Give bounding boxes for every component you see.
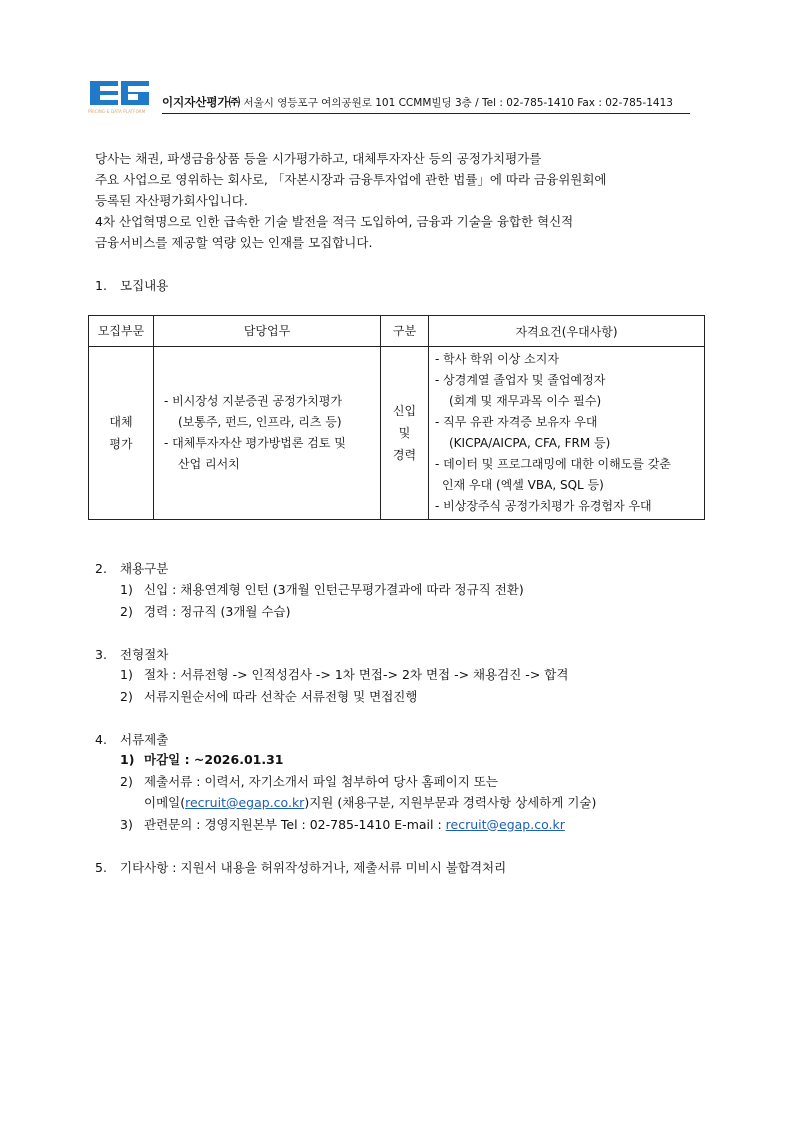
cell-line: - 직무 유관 자격증 보유자 우대 [435, 415, 598, 429]
email-link[interactable]: recruit@egap.co.kr [185, 795, 305, 810]
item-number: 2) [120, 688, 133, 704]
intro-line: 금융서비스를 제공할 역량 있는 인재를 모집합니다. [95, 235, 373, 250]
company-name: 이지자산평가㈜ [162, 95, 241, 109]
section-misc-title [95, 858, 506, 876]
item-text: 서류지원순서에 따라 선착순 서류전형 및 면접진행 [144, 688, 418, 704]
cell-line: - 비시장성 지분증권 공정가치평가 [164, 394, 343, 408]
section-title-text: 서류제출 [120, 732, 169, 747]
employment-type-list [120, 579, 524, 622]
section-number: 1. [95, 278, 107, 293]
cell-type [381, 347, 429, 520]
item-number: 2) [120, 603, 133, 619]
documents-item-continued [120, 792, 596, 814]
col-header-duties: 담당업무 [154, 316, 381, 347]
section-title-text: 채용구분 [120, 561, 169, 576]
logo-letter-g-icon [121, 81, 149, 105]
cell-line: 신입 [392, 404, 417, 418]
section-title-text: 기타사항 : 지원서 내용을 허위작성하거나, 제출서류 미비시 불합격처리 [120, 860, 507, 875]
cell-line: 산업 리서치 [178, 457, 240, 471]
section-title-text: 모집내용 [120, 278, 169, 293]
table-header-row [89, 316, 705, 347]
intro-line: 주요 사업으로 영위하는 회사로, 「자본시장과 금융투자업에 관한 법률」에 따라 금융위원회에 [95, 172, 607, 187]
cell-line: 및 [398, 426, 411, 440]
header-divider [162, 113, 690, 114]
section-number: 5. [95, 860, 107, 875]
recruitment-table [88, 315, 705, 520]
cell-duties [154, 347, 381, 520]
col-header-type: 구분 [381, 316, 429, 347]
cell-requirements [429, 347, 705, 520]
item-text: 제출서류 : 이력서, 자기소개서 파일 첨부하여 당사 홈페이지 또는 [144, 773, 498, 789]
submission-list [120, 749, 596, 835]
cell-line: - 상경계열 졸업자 및 졸업예정자 [435, 373, 606, 387]
intro-line: 당사는 채권, 파생금융상품 등을 시가평가하고, 대체투자자산 등의 공정가치평가를 [95, 151, 542, 166]
letterhead [88, 79, 690, 119]
deadline-text: 마감일 : ~2026.01.31 [144, 752, 284, 767]
contact-email-link[interactable]: recruit@egap.co.kr [445, 816, 565, 832]
item-number: 1) [120, 752, 135, 767]
cell-division [89, 347, 154, 520]
item-text: 경력 : 정규직 (3개월 수습) [144, 603, 291, 619]
cell-line: (보통주, 펀드, 인프라, 리츠 등) [178, 415, 342, 429]
eg-logo [88, 79, 154, 119]
section-employment-type-title [95, 559, 168, 577]
cell-line: (회계 및 재무과목 이수 필수) [449, 394, 602, 408]
company-info [162, 94, 673, 110]
intro-paragraph [95, 148, 695, 253]
intro-line: 등록된 자산평가회사입니다. [95, 193, 248, 208]
section-process-title [95, 645, 168, 663]
cell-line: 경력 [392, 448, 417, 462]
cell-line: - 학사 학위 이상 소지자 [435, 352, 559, 366]
documents-item [120, 771, 596, 793]
item-text: 신입 : 채용연계형 인턴 (3개월 인턴근무평가결과에 따라 정규직 전환) [144, 582, 524, 597]
intro-line: 4차 산업혁명으로 인한 급속한 기술 발전을 적극 도입하여, 금융과 기술을 융합한 혁신적 [95, 214, 574, 229]
item-number: 1) [120, 667, 133, 682]
section-title-text: 전형절차 [120, 647, 169, 662]
logo-tagline: PRICING & DATA PLATFORM [88, 109, 146, 114]
section-submission-title [95, 730, 168, 748]
cell-line: 평가 [109, 437, 133, 451]
list-item [120, 664, 568, 686]
item-number: 1) [120, 582, 133, 597]
item-text: )지원 (채용구분, 지원부문과 경력사항 상세하게 기술) [304, 795, 597, 810]
cell-line: 인재 우대 (엑셀 VBA, SQL 등) [442, 478, 604, 492]
col-header-division: 모집부문 [89, 316, 154, 347]
list-item [120, 601, 524, 623]
cell-line: - 비상장주식 공정가치평가 유경험자 우대 [435, 499, 652, 513]
section-recruitment-details-title [95, 276, 168, 294]
col-header-requirements: 자격요건(우대사항) [429, 316, 705, 347]
deadline-item [120, 749, 596, 771]
section-number: 4. [95, 732, 107, 747]
section-number: 3. [95, 647, 107, 662]
company-address: 서울시 영등포구 여의공원로 101 CCMM빌딩 3층 / Tel : 02-785-1410 Fax : 02-785-1413 [240, 97, 673, 109]
cell-line: (KICPA/AICPA, CFA, FRM 등) [449, 436, 611, 450]
cell-line: 대체 [109, 415, 133, 429]
list-item [120, 579, 524, 601]
item-text: 절차 : 서류전형 -> 인적성검사 -> 1차 면접-> 2차 면접 -> 채용검진 -> 합격 [144, 667, 569, 682]
list-item [120, 686, 568, 708]
item-number: 3) [120, 816, 133, 832]
cell-line: - 데이터 및 프로그래밍에 대한 이해도를 갖춘 [435, 457, 671, 471]
process-list [120, 664, 568, 707]
contact-item [120, 814, 596, 836]
cell-line: - 대체투자자산 평가방법론 검토 및 [164, 436, 346, 450]
item-number: 2) [120, 773, 133, 789]
section-number: 2. [95, 561, 107, 576]
table-row [89, 347, 705, 520]
item-text: 이메일( [144, 795, 186, 810]
item-text: 관련문의 : 경영지원본부 Tel : 02-785-1410 E-mail : [144, 816, 446, 832]
logo-letter-e-icon [90, 81, 118, 105]
